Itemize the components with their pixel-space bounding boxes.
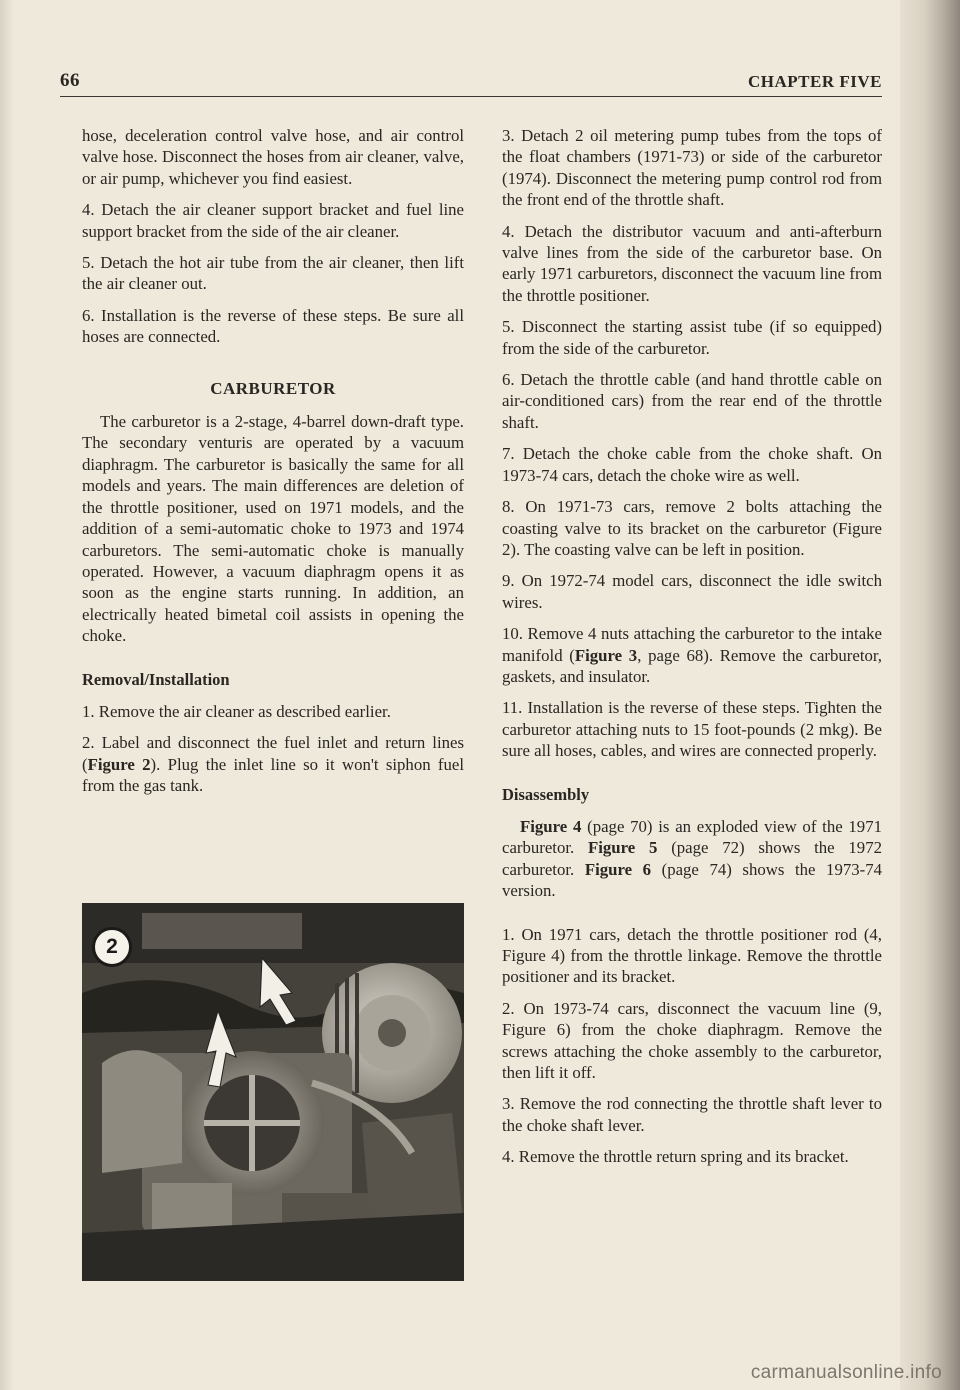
figure-reference: Figure 3 — [574, 645, 638, 665]
figure-2-photo — [82, 903, 464, 1281]
step-1: 1. Remove the air cleaner as described earlier. — [82, 701, 391, 721]
paragraph: 6. Installation is the reverse of these steps. Be sure all hoses are connected. — [82, 305, 464, 347]
page-left-shade — [0, 0, 14, 1390]
step-11: 11. Installation is the reverse of these steps. Tighten the carburetor attaching nuts to 15 foot-pounds (2 mkg). Be sure all hoses, cables, and wires are connected properly. — [502, 698, 882, 761]
subheading-disassembly: Disassembly — [502, 784, 590, 804]
text-run: 10. Remove 4 nuts attaching the carburetor to the intake manifold ( — [502, 624, 882, 665]
step-4: 4. Detach the distributor vacuum and anti-afterburn valve lines from the side of the carburetor base. On early 1971 carburetors, disconnect the vacuum line from the throttle positioner. — [502, 221, 882, 305]
step-8: 8. On 1971-73 cars, remove 2 bolts attaching the coasting valve to its bracket on the carburetor (Figure 2). The coasting valve can be left in position. — [502, 497, 882, 559]
page-number: 66 — [60, 70, 80, 91]
left-column — [82, 125, 464, 807]
page-header — [60, 62, 882, 97]
disassembly-step-1: 1. On 1971 cars, detach the throttle positioner rod (4, Figure 4) from the throttle linkage. Remove the throttle positioner and its bracket. — [502, 924, 882, 987]
step-3: 3. Detach 2 oil metering pump tubes from the tops of the float chambers (1971-73) or side of the carburetor (1974). Disconnect the metering pump control rod from the front end of the throttle shaft. — [502, 126, 882, 210]
engine-photo-illustration — [82, 903, 464, 1281]
figure-reference: Figure 6 — [584, 859, 652, 879]
section-heading-carburetor: CARBURETOR — [210, 378, 336, 398]
disassembly-step-4: 4. Remove the throttle return spring and its bracket. — [502, 1147, 849, 1167]
watermark: carmanualsonline.info — [750, 1362, 942, 1383]
text-run: , page 68). Remove the carburetor, gaskets, and insulator. — [502, 645, 882, 686]
step-7: 7. Detach the choke cable from the choke shaft. On 1973-74 cars, detach the choke wire as well. — [502, 444, 882, 485]
step-10 — [502, 623, 882, 687]
figure-number-badge: 2 — [92, 927, 132, 967]
step-5: 5. Disconnect the starting assist tube (if so equipped) from the side of the carburetor. — [502, 317, 882, 358]
disassembly-step-2: 2. On 1973-74 cars, disconnect the vacuum line (9, Figure 6) from the choke diaphragm. Remove the screws attaching the choke assembly to the carburetor, then lift it off. — [502, 998, 882, 1083]
figure-reference: Figure 2 — [87, 754, 151, 774]
step-6: 6. Detach the throttle cable (and hand throttle cable on air-conditioned cars) from the rear end of the throttle shaft. — [502, 370, 882, 432]
disassembly-step-3: 3. Remove the rod connecting the throttle shaft lever to the choke shaft lever. — [502, 1094, 882, 1135]
page-binding-edge — [900, 0, 960, 1390]
step-2 — [82, 732, 464, 796]
paragraph-disassembly-intro — [502, 816, 882, 902]
chapter-title: CHAPTER FIVE — [748, 72, 882, 91]
text-run: (page 72) shows the 1972 carburetor. — [502, 838, 882, 879]
text-run: (page 70) is an exploded view of the 1971 carburetor. — [502, 816, 882, 858]
right-column — [502, 125, 882, 1178]
text-run: ). Plug the inlet line so it won't siphon fuel from the gas tank. — [82, 754, 464, 796]
paragraph-intro: The carburetor is a 2-stage, 4-barrel down-draft type. The secondary venturis are operated by a vacuum diaphragm. The carburetor is basically the same for all models and years. The main differences are deletion of the throttle positioner, used on 1971 models, and the addition of a semi-automatic choke to 1973 and 1974 carburetors. The semi-automatic choke is manually operated. However, a vacuum diaphragm opens it as soon as the engine starts running. In addition, an electrically heated bimetal coil assists in opening the choke. — [82, 412, 464, 646]
text-run: (page 74) shows the 1973-74 version. — [502, 859, 882, 901]
step-9: 9. On 1972-74 model cars, disconnect the idle switch wires. — [502, 571, 882, 612]
text-run: 2. Label and disconnect the fuel inlet and return lines ( — [82, 733, 464, 774]
paragraph: hose, deceleration control valve hose, and air control valve hose. Disconnect the hoses from air cleaner, valve, or air pump, whichever you find easiest. — [82, 126, 464, 188]
paragraph: 4. Detach the air cleaner support bracket and fuel line support bracket from the side of the air cleaner. — [82, 200, 464, 241]
paragraph: 5. Detach the hot air tube from the air cleaner, then lift the air cleaner out. — [82, 253, 464, 294]
figure-reference: Figure 4 — [520, 816, 582, 836]
subheading-removal: Removal/Installation — [82, 669, 230, 689]
figure-reference: Figure 5 — [588, 838, 658, 858]
